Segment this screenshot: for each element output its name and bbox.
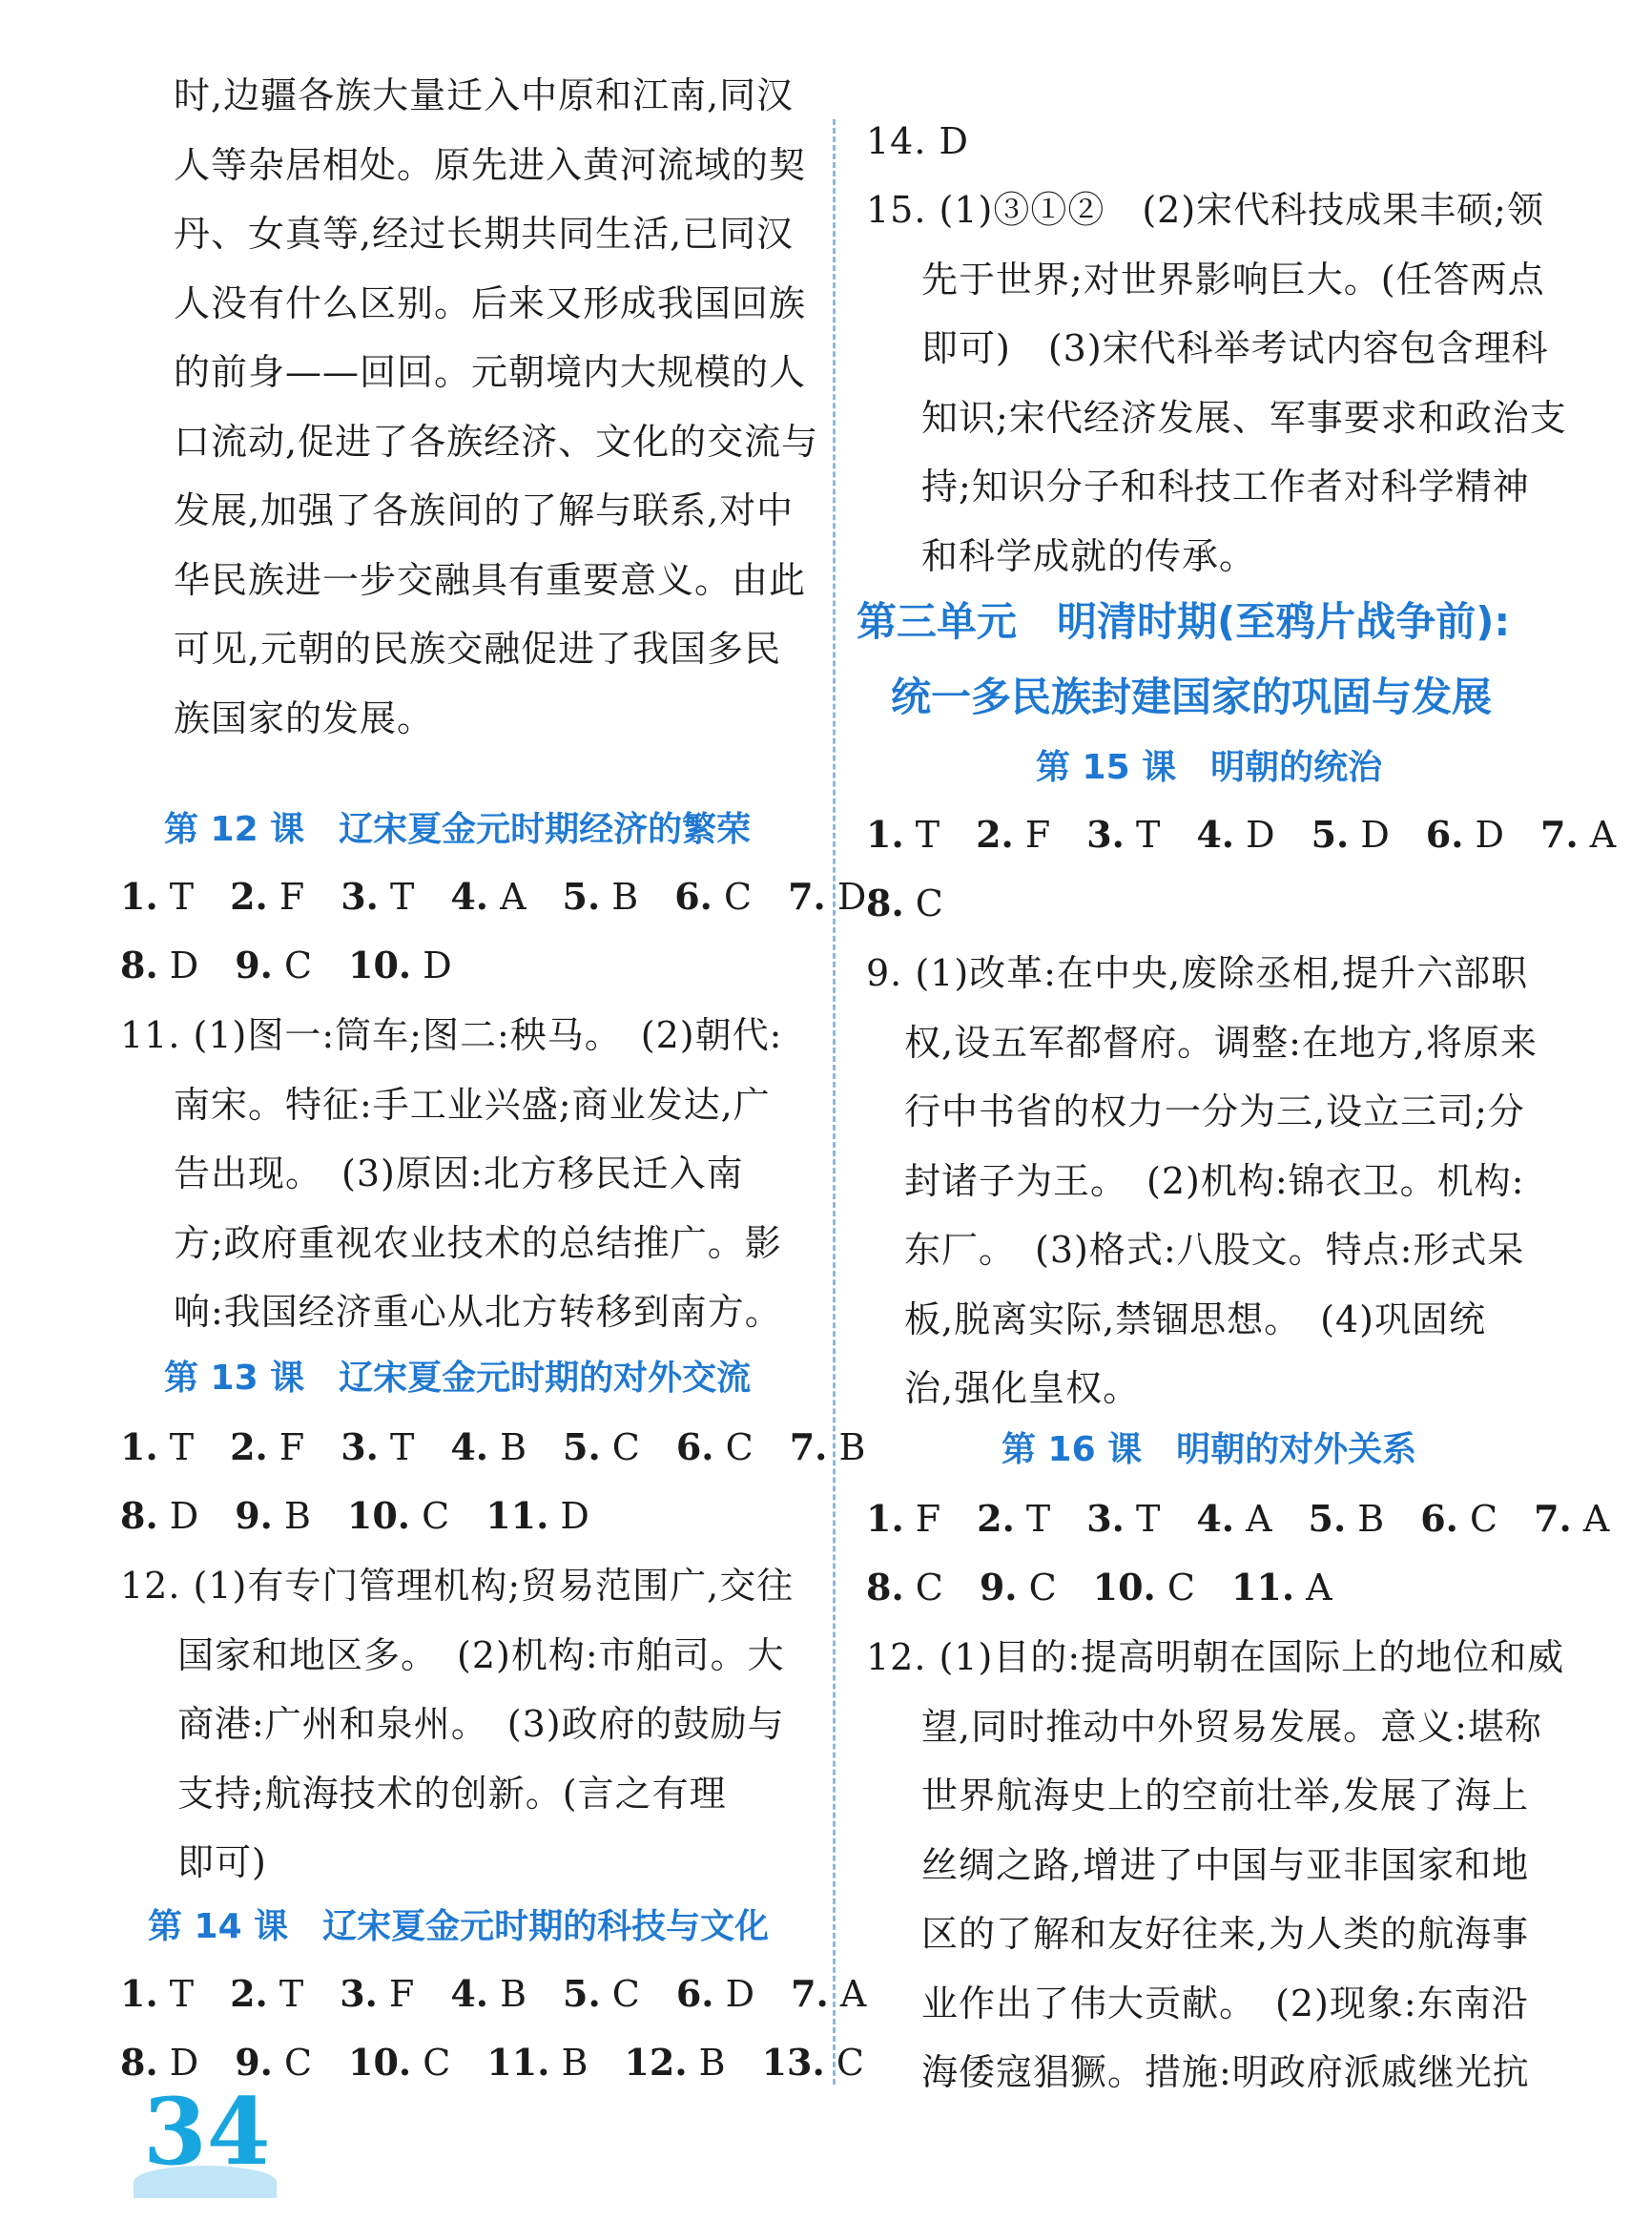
answer-choice: D bbox=[157, 2042, 199, 2084]
answer-choice: C bbox=[1017, 1567, 1057, 1609]
answer-choice: C bbox=[600, 1973, 640, 2015]
text-line: 11. (1)图一:筒车;图二:秧马。 (2)朝代: bbox=[120, 1014, 783, 1056]
answer-item bbox=[120, 1970, 194, 2018]
unit-3-title-line-1: 第三单元 明清时期(至鸦片战争前): bbox=[857, 598, 1511, 645]
answer-number: 9. bbox=[979, 1566, 1018, 1609]
answer-number: 1. bbox=[866, 813, 904, 856]
answer-number: 6. bbox=[675, 1425, 714, 1468]
text-line: 国家和地区多。 (2)机构:市舶司。大 bbox=[177, 1633, 785, 1676]
answer-choice: D bbox=[825, 876, 867, 918]
answer-item bbox=[230, 1423, 304, 1471]
text-line: 响:我国经济重心从北方转移到南方。 bbox=[174, 1291, 782, 1333]
answer-choice: T bbox=[1014, 1498, 1051, 1540]
answer-choice: B bbox=[687, 2042, 726, 2084]
answer-number: 10. bbox=[348, 944, 412, 986]
lesson-16-title: 第 16 课 明朝的对外关系 bbox=[1002, 1430, 1417, 1469]
answer-choice: T bbox=[378, 876, 415, 918]
answer-choice: T bbox=[1124, 1498, 1161, 1540]
answer-item bbox=[866, 811, 940, 859]
answer-item bbox=[563, 1423, 640, 1471]
answer-number: 1. bbox=[120, 875, 158, 918]
answer-number: 2. bbox=[977, 1497, 1015, 1540]
text-line: 可见,元朝的民族交融促进了我国多民 bbox=[174, 628, 782, 670]
answer-number: 6. bbox=[1420, 1497, 1458, 1540]
answer-item bbox=[563, 1970, 640, 2018]
lesson-15-title: 第 15 课 明朝的统治 bbox=[1036, 748, 1383, 787]
answer-item bbox=[340, 1970, 414, 2018]
answer-choice: D bbox=[1349, 814, 1390, 856]
text-line: 治,强化皇权。 bbox=[904, 1367, 1141, 1409]
answer-item bbox=[120, 873, 194, 921]
answer-choice: F bbox=[267, 1426, 305, 1468]
answer-item bbox=[450, 1970, 527, 2018]
answer-choice: B bbox=[488, 1426, 527, 1468]
text-line: 人没有什么区别。后来又形成我国回族 bbox=[174, 281, 807, 324]
text-line: 12. (1)目的:提高明朝在国际上的地位和威 bbox=[866, 1636, 1565, 1678]
answer-item bbox=[791, 1970, 866, 2018]
answer-item bbox=[230, 873, 304, 921]
answer-number: 1. bbox=[120, 1425, 158, 1468]
question-14: 14. D bbox=[866, 120, 969, 162]
answer-number: 11. bbox=[486, 2041, 550, 2084]
answer-number: 13. bbox=[761, 2041, 825, 2084]
text-line: 南宋。特征:手工业兴盛;商业发达,广 bbox=[174, 1083, 771, 1126]
answer-choice: B bbox=[827, 1426, 866, 1468]
answer-item bbox=[674, 873, 752, 921]
answer-item bbox=[235, 1492, 311, 1540]
answer-item bbox=[866, 1495, 940, 1543]
lesson-16-answers-row-1 bbox=[866, 1495, 1645, 1543]
answer-choice: D bbox=[157, 944, 199, 986]
text-line: 世界航海史上的空前壮举,发展了海上 bbox=[921, 1775, 1530, 1816]
text-line: 权,设五军都督府。调整:在地方,将原来 bbox=[904, 1021, 1538, 1064]
answer-item bbox=[1540, 811, 1616, 859]
answer-item bbox=[450, 1423, 527, 1471]
text-line: 支持;航海技术的创新。(言之有理 bbox=[177, 1772, 727, 1815]
answer-choice: B bbox=[600, 876, 639, 918]
answer-item bbox=[977, 1495, 1050, 1543]
answer-number: 8. bbox=[120, 944, 158, 986]
answer-choice: D bbox=[548, 1495, 589, 1537]
answer-choice: B bbox=[549, 2042, 589, 2084]
answer-choice: C bbox=[1457, 1498, 1498, 1540]
lesson-12-title: 第 12 课 辽宋夏金元时期经济的繁荣 bbox=[164, 810, 752, 849]
answer-number: 12. bbox=[624, 2041, 688, 2084]
answer-choice: C bbox=[272, 944, 313, 986]
lesson-13-title: 第 13 课 辽宋夏金元时期的对外交流 bbox=[164, 1359, 752, 1398]
answer-item bbox=[1420, 1495, 1497, 1543]
answer-number: 5. bbox=[562, 875, 601, 918]
answer-choice: D bbox=[411, 944, 452, 986]
answer-item bbox=[341, 1423, 414, 1471]
answer-choice: T bbox=[157, 1426, 195, 1468]
answer-choice: D bbox=[1234, 814, 1275, 856]
answer-item bbox=[788, 873, 866, 921]
answer-item bbox=[1309, 1495, 1385, 1543]
unit-3-title-line-2: 统一多民族封建国家的巩固与发展 bbox=[891, 674, 1493, 720]
answer-choice: A bbox=[1571, 1498, 1610, 1540]
answer-number: 8. bbox=[120, 2041, 158, 2084]
answer-choice: C bbox=[1155, 1567, 1195, 1609]
answer-number: 5. bbox=[563, 1425, 601, 1468]
text-line: 即可) (3)宋代科举考试内容包含理科 bbox=[921, 327, 1549, 369]
answer-number: 3. bbox=[1086, 813, 1125, 856]
answer-choice: A bbox=[1578, 814, 1617, 856]
answer-item bbox=[1534, 1495, 1609, 1543]
answer-number: 6. bbox=[1425, 813, 1464, 856]
answer-item bbox=[348, 2039, 450, 2086]
answer-item bbox=[790, 1423, 866, 1471]
answer-number: 2. bbox=[976, 813, 1014, 856]
answer-choice: T bbox=[1124, 814, 1161, 856]
text-line: 知识;宋代经济发展、军事要求和政治支 bbox=[921, 396, 1567, 439]
answer-choice: C bbox=[410, 1495, 450, 1537]
answer-number: 9. bbox=[235, 944, 273, 986]
answer-number: 5. bbox=[1308, 1497, 1347, 1540]
lesson-13-answers-row-1 bbox=[120, 1423, 901, 1471]
answer-item bbox=[976, 811, 1050, 859]
answer-item bbox=[120, 942, 198, 989]
answer-choice: C bbox=[272, 2042, 313, 2084]
answer-choice: F bbox=[377, 1973, 415, 2015]
answer-number: 8. bbox=[866, 882, 904, 924]
answer-number: 9. bbox=[235, 1494, 273, 1537]
answer-choice: C bbox=[713, 1426, 754, 1468]
answer-item bbox=[762, 2039, 864, 2086]
text-line: 族国家的发展。 bbox=[174, 696, 435, 739]
answer-number: 10. bbox=[1092, 1566, 1156, 1609]
answer-number: 4. bbox=[450, 1972, 489, 2015]
lesson-15-answers-row-2 bbox=[866, 880, 980, 927]
answer-choice: B bbox=[272, 1495, 311, 1537]
text-line: 持;知识分子和科技工作者对科学精神 bbox=[921, 466, 1530, 508]
lesson-13-answers-row-2 bbox=[120, 1492, 626, 1540]
answer-item bbox=[486, 2039, 588, 2086]
answer-choice: C bbox=[712, 876, 753, 918]
text-line: 即可) bbox=[177, 1841, 267, 1883]
answer-number: 6. bbox=[674, 875, 712, 918]
answer-number: 2. bbox=[230, 1972, 268, 2015]
answer-choice: B bbox=[488, 1973, 527, 2015]
answer-choice: F bbox=[903, 1498, 941, 1540]
answer-number: 2. bbox=[230, 1425, 268, 1468]
text-line: 华民族进一步交融具有重要意义。由此 bbox=[174, 558, 807, 601]
answer-item bbox=[120, 1492, 198, 1540]
text-line: 丹、女真等,经过长期共同生活,已同汉 bbox=[174, 213, 795, 255]
answer-number: 1. bbox=[866, 1497, 904, 1540]
text-line: 商港:广州和泉州。 (3)政府的鼓励与 bbox=[177, 1703, 785, 1745]
answer-number: 1. bbox=[120, 1972, 158, 2015]
answer-item bbox=[1426, 811, 1504, 859]
answer-item bbox=[341, 873, 414, 921]
answer-number: 7. bbox=[791, 1972, 829, 2015]
text-line: 方;政府重视农业技术的总结推广。影 bbox=[174, 1221, 782, 1264]
answer-item bbox=[1086, 811, 1160, 859]
answer-item bbox=[1196, 1495, 1271, 1543]
answer-number: 6. bbox=[675, 1972, 714, 2015]
answer-choice: A bbox=[1294, 1567, 1332, 1609]
answer-number: 8. bbox=[866, 1566, 904, 1609]
text-line: 板,脱离实际,禁锢思想。 (4)巩固统 bbox=[904, 1297, 1486, 1340]
text-line: 人等杂居相处。原先进入黄河流域的契 bbox=[174, 143, 807, 186]
text-line: 和科学成就的传承。 bbox=[921, 534, 1257, 577]
answer-number: 4. bbox=[450, 1425, 489, 1468]
answer-number: 10. bbox=[346, 1494, 411, 1537]
answer-number: 11. bbox=[1230, 1566, 1295, 1609]
text-line: 东厂。 (3)格式:八股文。特点:形式呆 bbox=[904, 1229, 1525, 1271]
answer-item bbox=[450, 873, 526, 921]
answer-choice: C bbox=[903, 1567, 943, 1609]
lesson-15-answers-row-1 bbox=[866, 811, 1652, 859]
answer-choice: D bbox=[157, 1495, 199, 1537]
text-line: 丝绸之路,增进了中国与亚非国家和地 bbox=[921, 1843, 1530, 1886]
lesson-12-answers-row-1 bbox=[120, 873, 902, 921]
answer-item bbox=[120, 1423, 194, 1471]
answer-number: 7. bbox=[789, 1425, 828, 1468]
answer-choice: F bbox=[267, 876, 305, 918]
answer-choice: F bbox=[1013, 814, 1051, 856]
lesson-12-answers-row-2 bbox=[120, 942, 488, 989]
lesson-16-answers-row-2 bbox=[866, 1564, 1369, 1611]
answer-choice: A bbox=[488, 876, 527, 918]
answer-item bbox=[348, 942, 452, 989]
answer-number: 8. bbox=[120, 1494, 158, 1537]
text-line: 时,边疆各族大量迁入中原和江南,同汉 bbox=[174, 74, 795, 116]
answer-number: 3. bbox=[1086, 1497, 1125, 1540]
answer-item bbox=[980, 1564, 1057, 1611]
answer-choice: C bbox=[411, 2042, 451, 2084]
text-line: 先于世界;对世界影响巨大。(任答两点 bbox=[921, 258, 1545, 301]
answer-item bbox=[676, 1970, 754, 2018]
text-line: 封诸子为王。 (2)机构:锦衣卫。机构: bbox=[904, 1159, 1525, 1202]
text-line: 告出现。 (3)原因:北方移民迁入南 bbox=[174, 1152, 744, 1194]
lesson-14-title: 第 14 课 辽宋夏金元时期的科技与文化 bbox=[148, 1907, 770, 1946]
text-line: 12. (1)有专门管理机构;贸易范围广,交往 bbox=[120, 1565, 795, 1607]
lesson-14-answers-row-1 bbox=[120, 1970, 902, 2018]
text-line: 9. (1)改革:在中央,废除丞相,提升六部职 bbox=[866, 952, 1529, 994]
answer-number: 7. bbox=[1540, 813, 1579, 856]
answer-number: 4. bbox=[1196, 1497, 1235, 1540]
answer-number: 5. bbox=[563, 1972, 601, 2015]
text-line: 海倭寇猖獗。措施:明政府派戚继光抗 bbox=[921, 2051, 1530, 2093]
answer-number: 10. bbox=[348, 2041, 412, 2084]
answer-choice: B bbox=[1346, 1498, 1385, 1540]
answer-choice: T bbox=[157, 1973, 195, 2015]
answer-choice: C bbox=[600, 1426, 640, 1468]
answer-number: 3. bbox=[341, 875, 379, 918]
answer-choice: A bbox=[828, 1973, 867, 2015]
answer-number: 7. bbox=[1534, 1497, 1572, 1540]
answer-choice: T bbox=[903, 814, 940, 856]
answer-choice: C bbox=[903, 882, 943, 924]
answer-choice: T bbox=[157, 876, 195, 918]
answer-number: 5. bbox=[1311, 813, 1350, 856]
answer-item bbox=[347, 1492, 449, 1540]
answer-choice: T bbox=[378, 1426, 415, 1468]
answer-choice: D bbox=[713, 1973, 755, 2015]
answer-item bbox=[866, 1564, 943, 1611]
answer-item bbox=[235, 942, 312, 989]
answer-item bbox=[485, 1492, 589, 1540]
answer-choice: A bbox=[1234, 1498, 1272, 1540]
text-line: 望,同时推动中外贸易发展。意义:堪称 bbox=[921, 1705, 1542, 1748]
column-divider bbox=[833, 119, 836, 2085]
answer-number: 3. bbox=[341, 1425, 379, 1468]
answer-number: 4. bbox=[450, 875, 489, 918]
answer-item bbox=[866, 880, 943, 927]
text-line: 行中书省的权力一分为三,设立三司;分 bbox=[904, 1090, 1525, 1132]
answer-number: 7. bbox=[788, 875, 826, 918]
answer-number: 11. bbox=[485, 1494, 549, 1537]
answer-item bbox=[1086, 1495, 1160, 1543]
answer-item bbox=[1311, 811, 1390, 859]
answer-item bbox=[1231, 1564, 1332, 1611]
answer-item bbox=[230, 1970, 303, 2018]
answer-choice: C bbox=[824, 2042, 864, 2084]
text-line: 口流动,促进了各族经济、文化的交流与 bbox=[174, 420, 819, 463]
answer-item bbox=[1196, 811, 1274, 859]
answer-item bbox=[1093, 1564, 1195, 1611]
answer-choice: D bbox=[1463, 814, 1504, 856]
text-line: 发展,加强了各族间的了解与联系,对中 bbox=[174, 489, 795, 531]
answer-item bbox=[624, 2039, 725, 2086]
text-line: 业作出了伟大贡献。 (2)现象:东南沿 bbox=[921, 1982, 1529, 2024]
answer-number: 3. bbox=[340, 1972, 378, 2015]
page-number: 34 bbox=[143, 2078, 271, 2186]
answer-number: 2. bbox=[230, 875, 268, 918]
answer-item bbox=[676, 1423, 754, 1471]
text-line: 15. (1)③①② (2)宋代科技成果丰硕;领 bbox=[866, 189, 1544, 231]
text-line: 的前身——回回。元朝境内大规模的人 bbox=[174, 351, 807, 393]
answer-item bbox=[563, 873, 639, 921]
answer-number: 9. bbox=[235, 2041, 273, 2084]
answer-choice: T bbox=[267, 1973, 304, 2015]
answer-number: 4. bbox=[1196, 813, 1235, 856]
text-line: 区的了解和友好往来,为人类的航海事 bbox=[921, 1913, 1530, 1955]
